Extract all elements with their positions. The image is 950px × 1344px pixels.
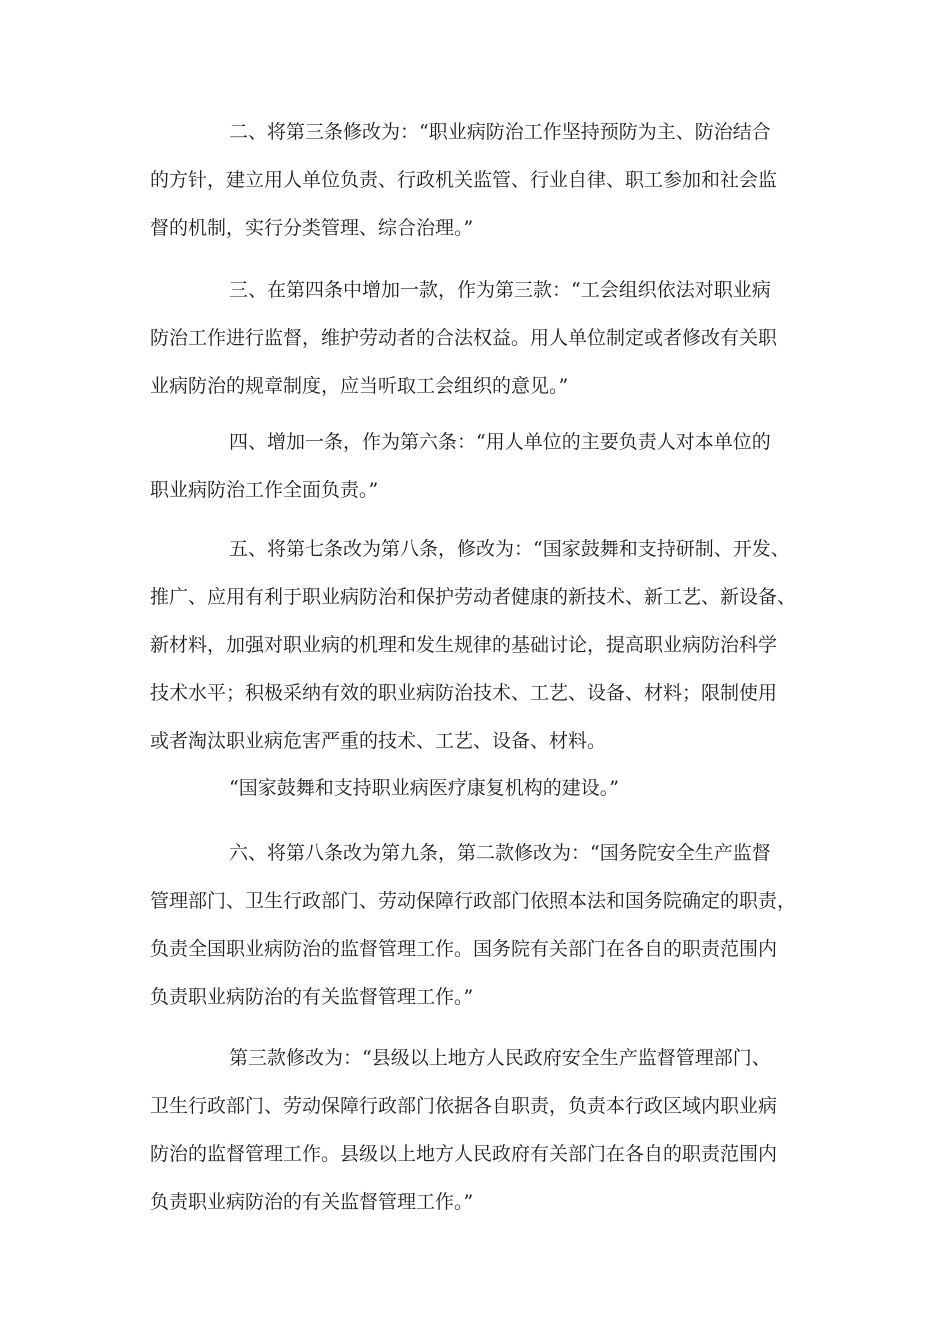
paragraph-line: 卫生行政部门、劳动保障行政部门依据各自职责，负责本行政区域内职业病 (150, 1095, 778, 1117)
paragraph-article-8-second (150, 764, 800, 812)
paragraph-article-9 (150, 829, 800, 1021)
paragraph-line: 的方针，建立用人单位负责、行政机关监管、行业自律、职工参加和社会监 (150, 169, 778, 191)
paragraph-article-3 (150, 108, 800, 252)
paragraph-article-8 (150, 525, 800, 765)
paragraph-line: 负责全国职业病防治的监督管理工作。国务院有关部门在各自的职责范围内 (150, 938, 778, 960)
paragraph-line: 管理部门、卫生行政部门、劳动保障行政部门依照本法和国务院确定的职责， (150, 890, 797, 912)
paragraph-line: 第三款修改为：“县级以上地方人民政府安全生产监督管理部门、 (229, 1047, 771, 1069)
paragraph-line: 二、将第三条修改为：“职业病防治工作坚持预防为主、防治结合 (229, 121, 771, 143)
paragraph-line: 技术水平；积极采纳有效的职业病防治技术、工艺、设备、材料；限制使用 (150, 682, 778, 704)
paragraph-line: 督的机制，实行分类管理、综合治理。” (150, 217, 474, 239)
paragraph-line: 负责职业病防治的有关监督管理工作。” (150, 986, 474, 1008)
paragraph-line: 职业病防治工作全面负责。” (150, 479, 379, 501)
paragraph-line: 五、将第七条改为第八条，修改为：“国家鼓舞和支持研制、开发、 (229, 538, 790, 560)
paragraph-article-6 (150, 418, 800, 514)
paragraph-line: 六、将第八条改为第九条，第二款修改为：“国务院安全生产监督 (229, 842, 771, 864)
paragraph-line: 或者淘汰职业病危害严重的技术、工艺、设备、材料。 (150, 730, 607, 752)
paragraph-line: “国家鼓舞和支持职业病医疗康复机构的建设。” (229, 777, 619, 799)
paragraph-article-4 (150, 266, 800, 410)
paragraph-line: 防治的监督管理工作。县级以上地方人民政府有关部门在各自的职责范围内 (150, 1143, 778, 1165)
paragraph-article-9-third (150, 1034, 800, 1226)
paragraph-line: 防治工作进行监督，维护劳动者的合法权益。用人单位制定或者修改有关职 (150, 327, 778, 349)
paragraph-line: 新材料，加强对职业病的机理和发生规律的基础讨论，提高职业病防治科学 (150, 634, 778, 656)
paragraph-line: 四、增加一条，作为第六条：“用人单位的主要负责人对本单位的 (229, 431, 771, 453)
paragraph-line: 负责职业病防治的有关监督管理工作。” (150, 1191, 474, 1213)
paragraph-line: 业病防治的规章制度，应当听取工会组织的意见。” (150, 375, 569, 397)
paragraph-line: 推广、应用有利于职业病防治和保护劳动者健康的新技术、新工艺、新设备、 (150, 586, 797, 608)
paragraph-line: 三、在第四条中增加一款，作为第三款：“工会组织依法对职业病 (229, 279, 771, 301)
